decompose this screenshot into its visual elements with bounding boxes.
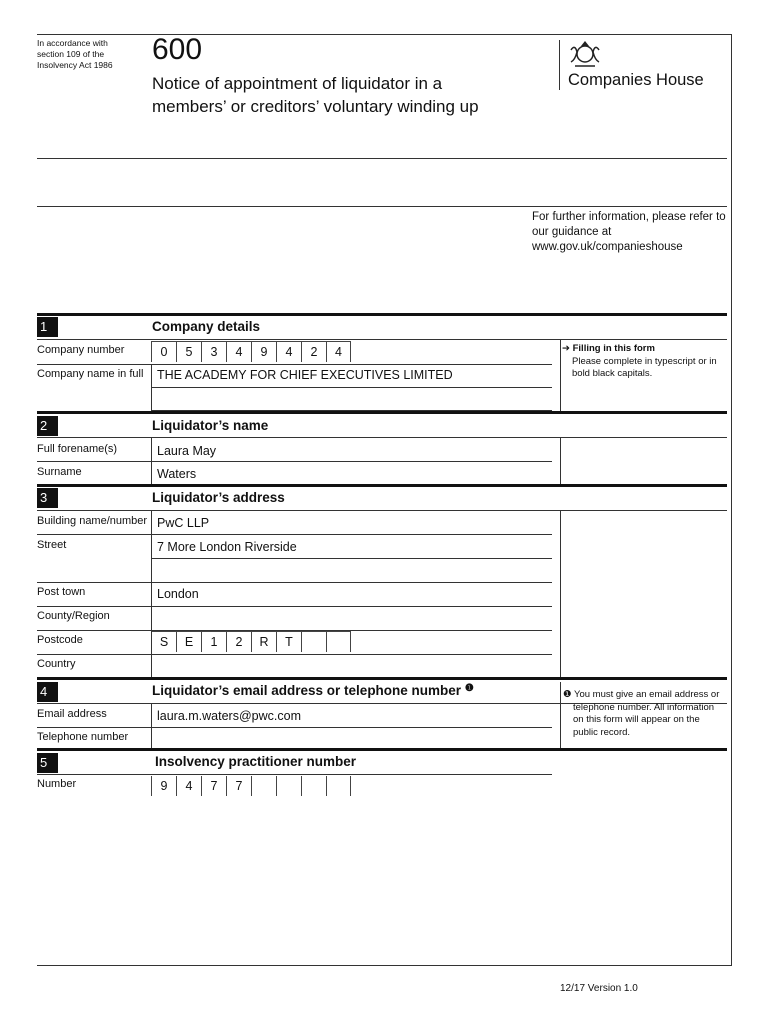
company-number-boxes[interactable] xyxy=(151,341,351,362)
email-field[interactable]: laura.m.waters@pwc.com xyxy=(157,709,301,723)
section2-subrule xyxy=(37,437,727,438)
ip-number-box[interactable]: 9 xyxy=(151,776,176,796)
note-text: You must give an email address or xyxy=(573,689,720,700)
section1-subrule xyxy=(37,339,727,340)
note-line: public record. xyxy=(573,726,631,738)
post-town-label: Post town xyxy=(37,586,86,598)
section-number: 5 xyxy=(37,753,58,773)
field-left-rule xyxy=(151,364,152,410)
note-line: telephone number. All information xyxy=(573,701,715,713)
section-number: 3 xyxy=(37,488,58,508)
info-icon: ❶ xyxy=(563,689,574,700)
page-bottom-rule xyxy=(37,965,732,966)
section4-rule xyxy=(37,677,727,680)
note-title-text: Filling in this form xyxy=(572,343,655,354)
guidance-text xyxy=(532,210,732,255)
legal-line: Insolvency Act 1986 xyxy=(37,60,113,70)
section-title: Liquidator’s name xyxy=(152,418,269,433)
guidance-line: www.gov.uk/companieshouse xyxy=(532,241,683,253)
section-number: 1 xyxy=(37,317,58,337)
postcode-box[interactable]: 1 xyxy=(201,632,226,652)
ip-number-box[interactable] xyxy=(326,776,351,796)
section-title: Company details xyxy=(152,319,261,334)
building-label: Building name/number xyxy=(37,515,148,527)
postcode-label: Postcode xyxy=(37,634,83,646)
logo-divider xyxy=(559,40,560,90)
postcode-box[interactable]: S xyxy=(151,632,176,652)
page-top-border xyxy=(37,34,732,35)
postcode-box[interactable] xyxy=(301,632,326,652)
section3-subrule xyxy=(37,510,727,511)
legal-reference xyxy=(37,38,137,71)
postcode-box[interactable]: T xyxy=(276,632,301,652)
note-title xyxy=(562,343,727,356)
note-line: on this form will appear on the xyxy=(573,714,700,725)
surname-field[interactable]: Waters xyxy=(157,467,197,481)
field-left-rule xyxy=(151,703,152,749)
field-rule xyxy=(37,364,552,365)
section-title xyxy=(152,683,474,698)
postcode-box[interactable]: 2 xyxy=(226,632,251,652)
brand-name: Companies House xyxy=(568,71,704,89)
section-title: Insolvency practitioner number xyxy=(155,754,357,769)
company-number-box[interactable]: 4 xyxy=(326,342,351,362)
company-number-box[interactable]: 3 xyxy=(201,342,226,362)
phone-label: Telephone number xyxy=(37,731,129,743)
form-title-line: Notice of appointment of liquidator in a xyxy=(152,74,443,93)
note-line xyxy=(563,689,728,702)
company-number-label: Company number xyxy=(37,344,125,356)
section5-rule xyxy=(37,748,727,751)
field-rule xyxy=(151,558,552,559)
guidance-line: our guidance at xyxy=(532,226,612,238)
section-title-text: Liquidator’s email address or telephone number xyxy=(152,683,462,698)
company-number-box[interactable]: 5 xyxy=(176,342,201,362)
company-number-box[interactable]: 2 xyxy=(301,342,326,362)
guidance-line: For further information, please refer to xyxy=(532,211,726,223)
field-rule xyxy=(37,534,552,535)
legal-line: section 109 of the xyxy=(37,49,105,59)
ip-number-box[interactable]: 7 xyxy=(201,776,226,796)
section2-rule xyxy=(37,411,727,414)
postcode-boxes[interactable] xyxy=(151,631,351,652)
header-rule-2 xyxy=(37,206,727,207)
sidebar-rule xyxy=(560,437,561,485)
company-name-label: Company name in full xyxy=(37,368,144,380)
field-rule xyxy=(151,387,552,388)
building-field[interactable]: PwC LLP xyxy=(157,516,210,530)
postcode-box[interactable]: E xyxy=(176,632,201,652)
street-label: Street xyxy=(37,539,67,551)
company-number-box[interactable]: 4 xyxy=(276,342,301,362)
contact-note xyxy=(563,689,728,739)
arrow-right-icon: ➔ xyxy=(562,343,573,354)
ip-number-box[interactable]: 4 xyxy=(176,776,201,796)
company-name-field[interactable]: THE ACADEMY FOR CHIEF EXECUTIVES LIMITED xyxy=(157,368,453,382)
header-rule-1 xyxy=(37,158,727,159)
field-rule xyxy=(37,461,552,462)
ip-number-box[interactable] xyxy=(301,776,326,796)
surname-label: Surname xyxy=(37,466,82,478)
company-number-box[interactable]: 0 xyxy=(151,342,176,362)
company-number-box[interactable]: 4 xyxy=(226,342,251,362)
info-icon: ❶ xyxy=(464,683,474,694)
street-field[interactable]: 7 More London Riverside xyxy=(157,540,297,554)
section5-subrule xyxy=(37,774,552,775)
postcode-box[interactable]: R xyxy=(251,632,276,652)
legal-line: In accordance with xyxy=(37,38,108,48)
field-rule xyxy=(37,654,552,655)
forenames-field[interactable]: Laura May xyxy=(157,444,217,458)
forenames-label: Full forename(s) xyxy=(37,443,118,455)
section3-rule xyxy=(37,484,727,487)
ip-number-box[interactable] xyxy=(276,776,301,796)
crest-icon xyxy=(567,40,603,73)
email-label: Email address xyxy=(37,708,107,720)
section-number: 4 xyxy=(37,682,58,702)
note-line: bold black capitals. xyxy=(572,368,653,379)
page-right-border xyxy=(731,34,732,965)
form-title-line: members’ or creditors’ voluntary winding up xyxy=(152,97,479,116)
ip-number-box[interactable]: 7 xyxy=(226,776,251,796)
field-left-rule xyxy=(151,437,152,485)
sidebar-rule xyxy=(560,339,561,411)
version-label: 12/17 Version 1.0 xyxy=(560,983,638,994)
section-title: Liquidator’s address xyxy=(152,490,285,505)
country-label: Country xyxy=(37,658,76,670)
field-rule xyxy=(37,727,552,728)
county-label: County/Region xyxy=(37,610,110,622)
section-number: 2 xyxy=(37,416,58,436)
ip-number-box[interactable] xyxy=(251,776,276,796)
section1-rule xyxy=(37,313,727,316)
field-rule xyxy=(37,582,552,583)
field-left-rule xyxy=(151,510,152,678)
company-number-box[interactable]: 9 xyxy=(251,342,276,362)
sidebar-rule xyxy=(560,510,561,678)
form-title xyxy=(152,72,532,118)
sidebar-rule xyxy=(560,682,561,748)
ip-number-label: Number xyxy=(37,778,77,790)
field-rule xyxy=(37,606,552,607)
form-number: 600 xyxy=(152,33,203,66)
note-line: Please complete in typescript or in xyxy=(572,355,717,367)
ip-number-boxes[interactable] xyxy=(151,776,351,796)
post-town-field[interactable]: London xyxy=(157,587,199,601)
postcode-box[interactable] xyxy=(326,632,351,652)
filling-in-note xyxy=(562,343,727,381)
